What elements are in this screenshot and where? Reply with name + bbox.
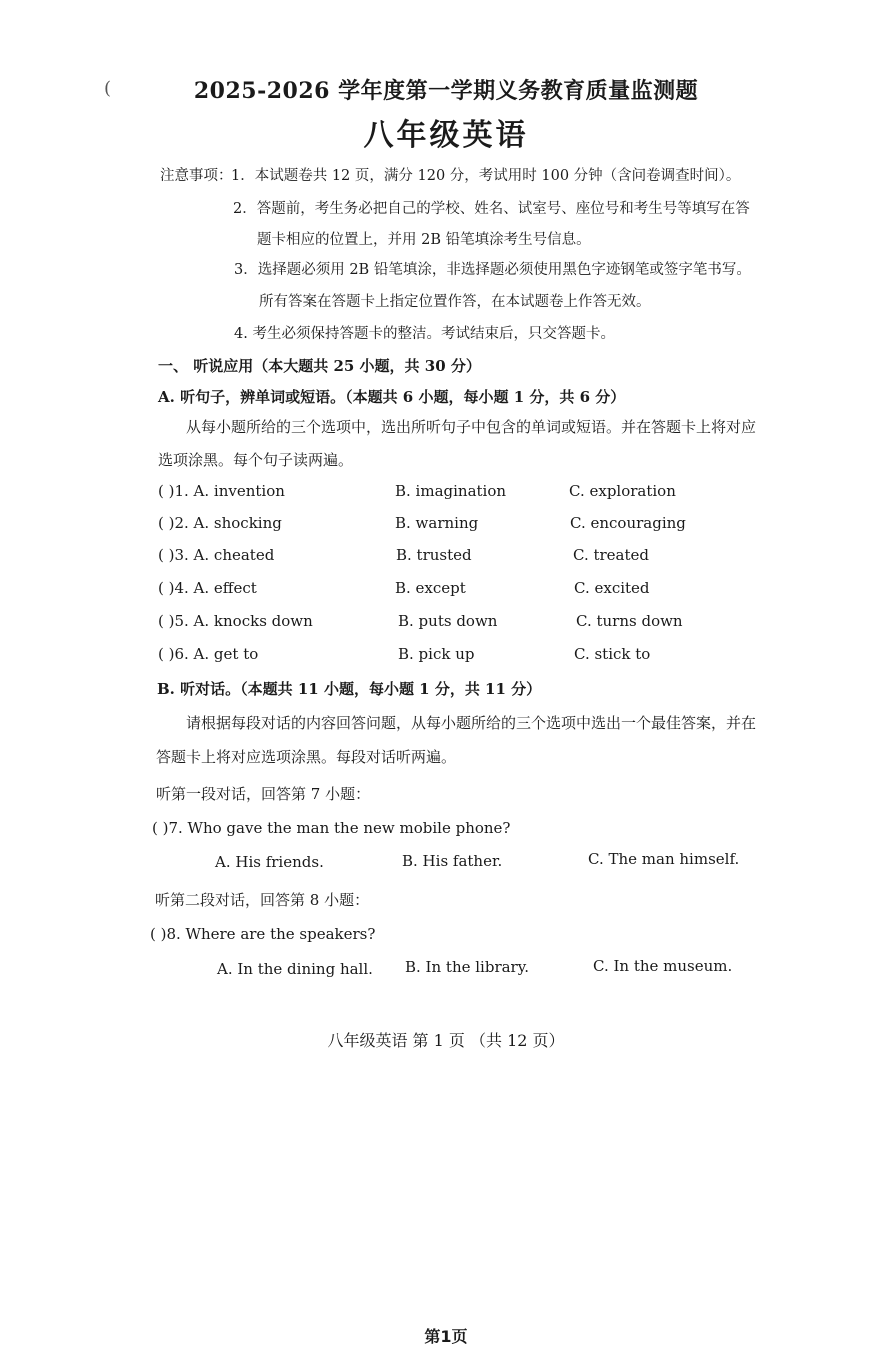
question-1-option-b: B. imagination [395, 482, 507, 500]
question-7-stem: ( )7. Who gave the man the new mobile phone? [152, 819, 511, 837]
question-2-stem: ( )2. A. shocking [158, 514, 282, 532]
dialog-1-heading: 听第一段对话，回答第 7 小题： [156, 785, 371, 803]
note-item-1: 1．本试题卷共 12 页，满分 120 分，考试用时 100 分钟（含问卷调查时间）。 [231, 168, 741, 184]
question-5-stem: ( )5. A. knocks down [158, 612, 313, 630]
question-4-option-b: B. except [395, 579, 466, 597]
section-1-title: 一、 听说应用（本大题共 25 小题，共 30 分） [158, 357, 481, 375]
question-7-option-a: A. His friends. [215, 853, 324, 871]
question-4-option-c: C. excited [574, 579, 650, 597]
question-6-option-c: C. stick to [574, 645, 651, 663]
exam-title: 2025-2026 学年度第一学期义务教育质量监测题 [193, 78, 699, 104]
margin-mark: ( [104, 78, 112, 99]
question-8-option-c: C. In the museum. [593, 957, 733, 975]
note-item-2: 2．答题前，考生务必把自己的学校、姓名、试室号、座位号和考生号等填写在答 [233, 201, 750, 217]
note-item-3-cont: 所有答案在答题卡上指定位置作答，在本试题卷上作答无效。 [259, 294, 651, 310]
question-5-option-c: C. turns down [576, 612, 683, 630]
page-footer: 八年级英语 第 1 页 （共 12 页） [327, 1031, 565, 1050]
dialog-2-heading: 听第二段对话，回答第 8 小题： [155, 891, 370, 909]
question-6-stem: ( )6. A. get to [158, 645, 259, 663]
question-8-stem: ( )8. Where are the speakers? [150, 925, 376, 943]
question-2-option-c: C. encouraging [570, 514, 686, 532]
part-a-instructions: 从每小题所给的三个选项中，选出所听句子中包含的单词或短语。并在答题卡上将对应 [186, 418, 757, 436]
page-number: 第1页 [424, 1327, 468, 1346]
question-2-option-b: B. warning [395, 514, 479, 532]
part-b-instructions-cont: 答题卡上将对应选项涂黑。每段对话听两遍。 [156, 748, 457, 766]
note-item-4: 4. 考生必须保持答题卡的整洁。考试结束后，只交答题卡。 [234, 326, 615, 342]
question-5-option-b: B. puts down [398, 612, 498, 630]
question-6-option-b: B. pick up [398, 645, 475, 663]
question-3-option-b: B. trusted [396, 546, 472, 564]
part-b-title: B. 听对话。（本题共 11 小题，每小题 1 分，共 11 分） [157, 680, 542, 698]
question-7-option-b: B. His father. [402, 852, 503, 870]
question-8-option-a: A. In the dining hall. [217, 960, 373, 978]
question-3-option-c: C. treated [573, 546, 650, 564]
question-7-option-c: C. The man himself. [588, 850, 740, 868]
notes-label: 注意事项： [160, 168, 233, 184]
part-b-instructions: 请根据每段对话的内容回答问题，从每小题所给的三个选项中选出一个最佳答案，并在 [186, 714, 757, 732]
exam-subject: 八年级英语 [363, 118, 529, 153]
question-1-stem: ( )1. A. invention [158, 482, 285, 500]
note-item-2-cont: 题卡相应的位置上，并用 2B 铅笔填涂考生号信息。 [257, 232, 591, 248]
note-item-3: 3．选择题必须用 2B 铅笔填涂，非选择题必须使用黑色字迹钢笔或签字笔书写。 [234, 262, 751, 278]
part-a-title: A. 听句子，辨单词或短语。（本题共 6 小题，每小题 1 分，共 6 分） [158, 388, 626, 406]
question-8-option-b: B. In the library. [405, 958, 529, 976]
question-3-stem: ( )3. A. cheated [158, 546, 275, 564]
question-4-stem: ( )4. A. effect [158, 579, 257, 597]
question-1-option-c: C. exploration [569, 482, 676, 500]
part-a-instructions-cont: 选项涂黑。每个句子读两遍。 [158, 451, 354, 469]
